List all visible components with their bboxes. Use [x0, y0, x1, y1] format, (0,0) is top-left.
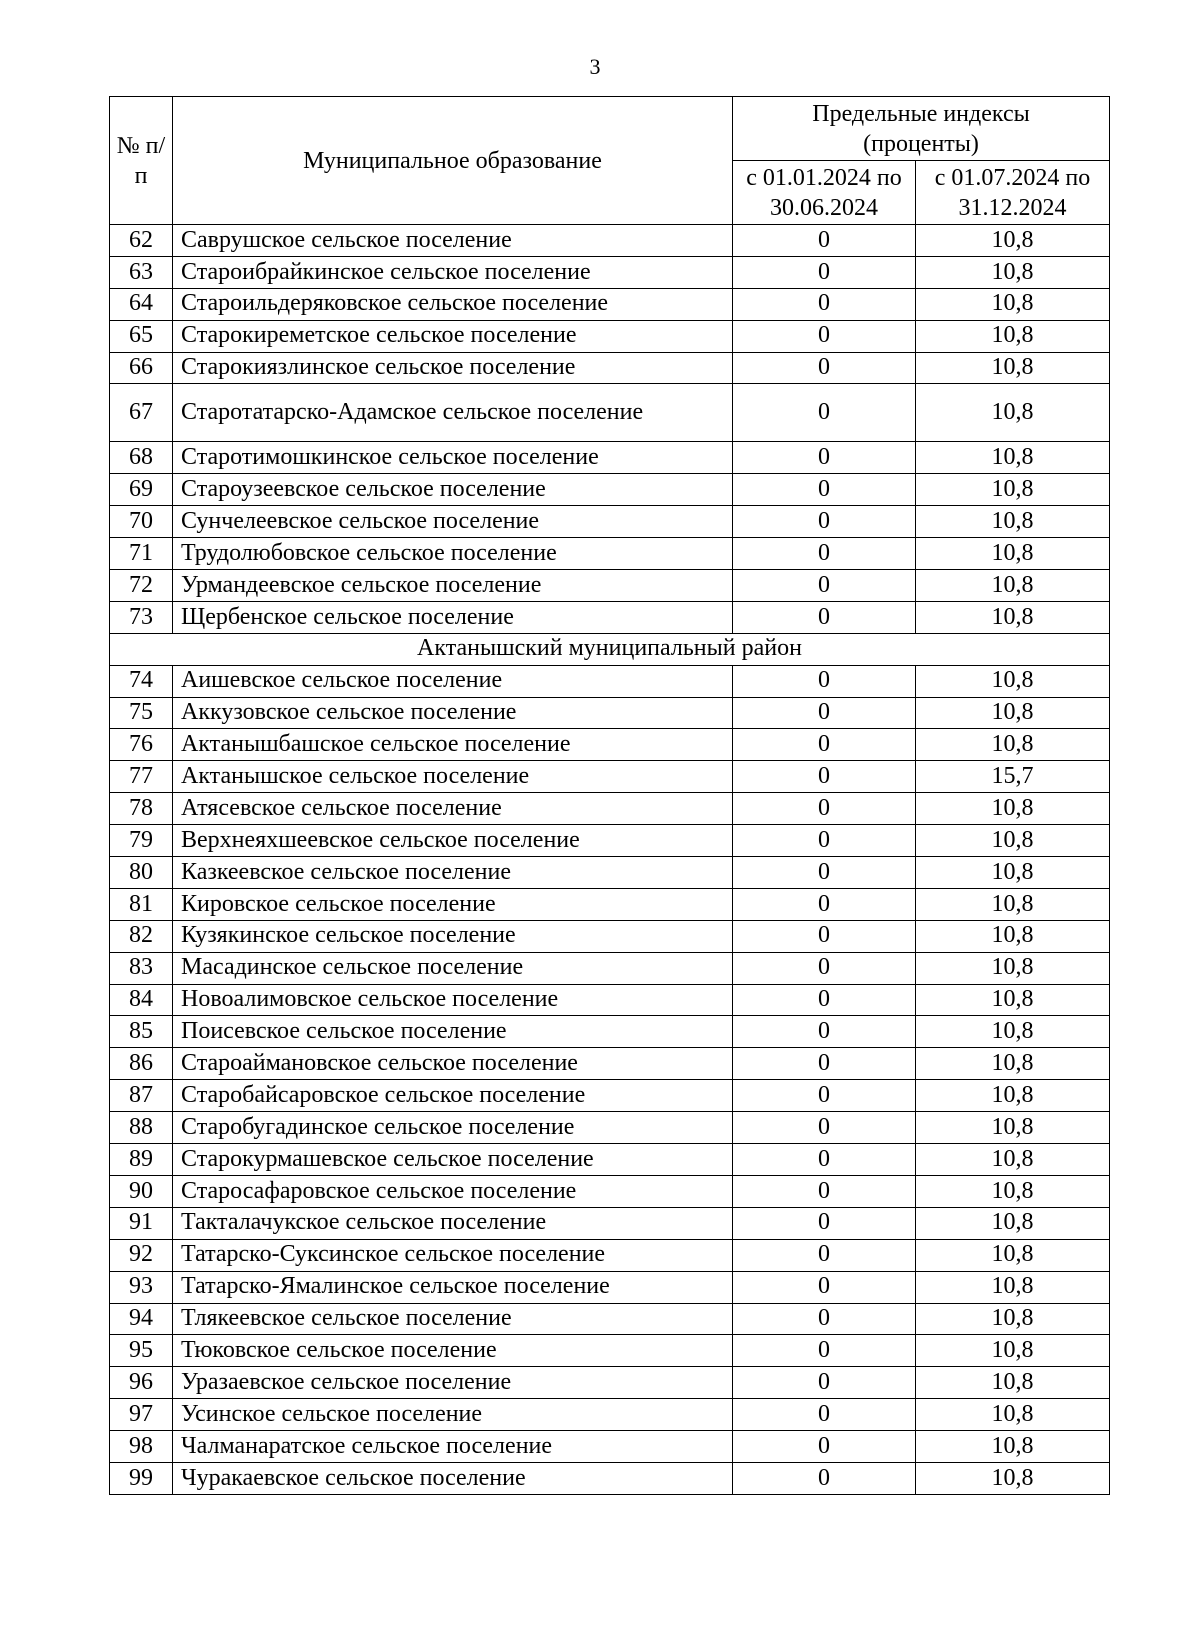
index-period-1: 0 — [733, 1175, 916, 1207]
header-municipality: Муниципальное образование — [173, 97, 733, 225]
table-row — [110, 761, 1110, 793]
row-number: 95 — [110, 1335, 173, 1367]
table-row — [110, 1303, 1110, 1335]
municipality-name: Чалманаратское сельское поселение — [173, 1431, 733, 1463]
index-period-1: 0 — [733, 256, 916, 288]
header-period-1: с 01.01.2024 по 30.06.2024 — [733, 161, 916, 225]
municipality-name: Татарско-Ямалинское сельское поселение — [173, 1271, 733, 1303]
index-period-1: 0 — [733, 1367, 916, 1399]
table-row — [110, 665, 1110, 697]
table-row — [110, 857, 1110, 889]
row-number: 83 — [110, 952, 173, 984]
row-number: 63 — [110, 256, 173, 288]
index-period-2: 10,8 — [916, 1239, 1110, 1271]
table-row — [110, 1207, 1110, 1239]
row-number: 80 — [110, 857, 173, 889]
municipality-name: Старокиреметское сельское поселение — [173, 320, 733, 352]
table-row — [110, 825, 1110, 857]
table-row — [110, 697, 1110, 729]
table-row — [110, 1367, 1110, 1399]
index-period-1: 0 — [733, 1048, 916, 1080]
index-period-2: 10,8 — [916, 665, 1110, 697]
row-number: 71 — [110, 538, 173, 570]
index-period-2: 10,8 — [916, 920, 1110, 952]
index-period-2: 10,8 — [916, 442, 1110, 474]
index-period-1: 0 — [733, 1462, 916, 1494]
table-row — [110, 1271, 1110, 1303]
index-period-2: 10,8 — [916, 570, 1110, 602]
row-number: 98 — [110, 1431, 173, 1463]
index-period-2: 10,8 — [916, 506, 1110, 538]
municipality-name: Старотимошкинское сельское поселение — [173, 442, 733, 474]
municipality-name: Старокурмашевское сельское поселение — [173, 1144, 733, 1176]
index-period-1: 0 — [733, 1271, 916, 1303]
index-period-1: 0 — [733, 538, 916, 570]
index-period-2: 10,8 — [916, 729, 1110, 761]
table-row — [110, 570, 1110, 602]
municipality-name: Старотатарско-Адамское сельское поселение — [173, 384, 733, 442]
table-row — [110, 1112, 1110, 1144]
index-period-1: 0 — [733, 761, 916, 793]
municipality-name: Староильдеряковское сельское поселение — [173, 288, 733, 320]
row-number: 65 — [110, 320, 173, 352]
index-period-2: 10,8 — [916, 1048, 1110, 1080]
table-row — [110, 442, 1110, 474]
municipality-name: Старобугадинское сельское поселение — [173, 1112, 733, 1144]
table-row — [110, 288, 1110, 320]
index-period-1: 0 — [733, 729, 916, 761]
index-period-2: 15,7 — [916, 761, 1110, 793]
index-period-2: 10,8 — [916, 1335, 1110, 1367]
index-period-2: 10,8 — [916, 1431, 1110, 1463]
table-row — [110, 1335, 1110, 1367]
table-row — [110, 352, 1110, 384]
index-period-2: 10,8 — [916, 256, 1110, 288]
index-period-1: 0 — [733, 1144, 916, 1176]
index-period-2: 10,8 — [916, 952, 1110, 984]
table-header — [110, 97, 1110, 225]
index-period-1: 0 — [733, 1335, 916, 1367]
municipality-name: Тлякеевское сельское поселение — [173, 1303, 733, 1335]
municipality-name: Старосафаровское сельское поселение — [173, 1175, 733, 1207]
table-row — [110, 256, 1110, 288]
index-period-2: 10,8 — [916, 1112, 1110, 1144]
municipality-name: Староибрайкинское сельское поселение — [173, 256, 733, 288]
index-period-2: 10,8 — [916, 352, 1110, 384]
row-number: 72 — [110, 570, 173, 602]
municipality-name: Урмандеевское сельское поселение — [173, 570, 733, 602]
index-period-1: 0 — [733, 1080, 916, 1112]
row-number: 70 — [110, 506, 173, 538]
row-number: 79 — [110, 825, 173, 857]
index-period-2: 10,8 — [916, 1016, 1110, 1048]
table-row — [110, 952, 1110, 984]
table-row — [110, 1431, 1110, 1463]
index-period-1: 0 — [733, 601, 916, 633]
index-period-2: 10,8 — [916, 793, 1110, 825]
row-number: 74 — [110, 665, 173, 697]
row-number: 87 — [110, 1080, 173, 1112]
municipality-name: Староузеевское сельское поселение — [173, 474, 733, 506]
municipality-name: Старобайсаровское сельское поселение — [173, 1080, 733, 1112]
row-number: 99 — [110, 1462, 173, 1494]
row-number: 94 — [110, 1303, 173, 1335]
index-period-1: 0 — [733, 888, 916, 920]
index-period-1: 0 — [733, 1239, 916, 1271]
index-period-2: 10,8 — [916, 474, 1110, 506]
table-row — [110, 320, 1110, 352]
row-number: 69 — [110, 474, 173, 506]
municipality-name: Усинское сельское поселение — [173, 1399, 733, 1431]
page-number: 3 — [589, 54, 601, 79]
table-row — [110, 1016, 1110, 1048]
index-period-2: 10,8 — [916, 1271, 1110, 1303]
table-row — [110, 1399, 1110, 1431]
index-period-2: 10,8 — [916, 601, 1110, 633]
table-row — [110, 1462, 1110, 1494]
row-number: 64 — [110, 288, 173, 320]
municipality-name: Чуракаевское сельское поселение — [173, 1462, 733, 1494]
municipality-name: Актанышбашское сельское поселение — [173, 729, 733, 761]
index-period-1: 0 — [733, 857, 916, 889]
municipality-name: Трудолюбовское сельское поселение — [173, 538, 733, 570]
row-number: 89 — [110, 1144, 173, 1176]
table-row — [110, 729, 1110, 761]
index-period-2: 10,8 — [916, 697, 1110, 729]
index-period-1: 0 — [733, 825, 916, 857]
index-period-2: 10,8 — [916, 984, 1110, 1016]
index-period-1: 0 — [733, 225, 916, 257]
row-number: 75 — [110, 697, 173, 729]
section-title: Актанышский муниципальный район — [110, 633, 1110, 665]
municipality-name: Кировское сельское поселение — [173, 888, 733, 920]
table-row — [110, 1175, 1110, 1207]
index-period-2: 10,8 — [916, 1144, 1110, 1176]
index-period-1: 0 — [733, 474, 916, 506]
row-number: 62 — [110, 225, 173, 257]
index-period-1: 0 — [733, 320, 916, 352]
municipality-name: Поисевское сельское поселение — [173, 1016, 733, 1048]
table-row — [110, 793, 1110, 825]
municipality-name: Саврушское сельское поселение — [173, 225, 733, 257]
row-number: 96 — [110, 1367, 173, 1399]
table-row — [110, 920, 1110, 952]
index-period-2: 10,8 — [916, 1462, 1110, 1494]
table-row — [110, 538, 1110, 570]
index-period-1: 0 — [733, 793, 916, 825]
municipality-name: Актанышское сельское поселение — [173, 761, 733, 793]
index-period-2: 10,8 — [916, 1303, 1110, 1335]
index-period-2: 10,8 — [916, 888, 1110, 920]
table-row — [110, 1144, 1110, 1176]
table-row — [110, 888, 1110, 920]
section-row — [110, 633, 1110, 665]
index-period-1: 0 — [733, 1112, 916, 1144]
index-period-1: 0 — [733, 984, 916, 1016]
row-number: 91 — [110, 1207, 173, 1239]
row-number: 66 — [110, 352, 173, 384]
table-row — [110, 1080, 1110, 1112]
table-body — [110, 225, 1110, 1495]
municipality-name: Уразаевское сельское поселение — [173, 1367, 733, 1399]
municipality-name: Аккузовское сельское поселение — [173, 697, 733, 729]
row-number: 93 — [110, 1271, 173, 1303]
municipality-name: Старокиязлинское сельское поселение — [173, 352, 733, 384]
row-number: 73 — [110, 601, 173, 633]
table-row — [110, 1048, 1110, 1080]
table-row — [110, 225, 1110, 257]
municipality-name: Атясевское сельское поселение — [173, 793, 733, 825]
row-number: 67 — [110, 384, 173, 442]
index-period-1: 0 — [733, 570, 916, 602]
index-period-1: 0 — [733, 1303, 916, 1335]
index-period-1: 0 — [733, 506, 916, 538]
row-number: 77 — [110, 761, 173, 793]
header-period-2: с 01.07.2024 по 31.12.2024 — [916, 161, 1110, 225]
index-period-2: 10,8 — [916, 1080, 1110, 1112]
municipality-name: Такталачукское сельское поселение — [173, 1207, 733, 1239]
municipality-name: Щербенское сельское поселение — [173, 601, 733, 633]
row-number: 85 — [110, 1016, 173, 1048]
row-number: 68 — [110, 442, 173, 474]
index-period-2: 10,8 — [916, 825, 1110, 857]
municipality-name: Новоалимовское сельское поселение — [173, 984, 733, 1016]
index-period-1: 0 — [733, 288, 916, 320]
row-number: 97 — [110, 1399, 173, 1431]
index-period-2: 10,8 — [916, 384, 1110, 442]
index-period-2: 10,8 — [916, 857, 1110, 889]
row-number: 90 — [110, 1175, 173, 1207]
indices-table — [109, 96, 1110, 1495]
table-row — [110, 1239, 1110, 1271]
municipality-name: Аишевское сельское поселение — [173, 665, 733, 697]
index-period-2: 10,8 — [916, 1399, 1110, 1431]
index-period-1: 0 — [733, 352, 916, 384]
table-row — [110, 384, 1110, 442]
index-period-2: 10,8 — [916, 288, 1110, 320]
index-period-1: 0 — [733, 384, 916, 442]
municipality-name: Верхнеяхшеевское сельское поселение — [173, 825, 733, 857]
municipality-name: Казкеевское сельское поселение — [173, 857, 733, 889]
municipality-name: Кузякинское сельское поселение — [173, 920, 733, 952]
index-period-2: 10,8 — [916, 320, 1110, 352]
index-period-1: 0 — [733, 665, 916, 697]
index-period-1: 0 — [733, 952, 916, 984]
row-number: 76 — [110, 729, 173, 761]
header-indices: Предельные индексы (проценты) — [733, 97, 1110, 161]
municipality-name: Староаймановское сельское поселение — [173, 1048, 733, 1080]
index-period-2: 10,8 — [916, 538, 1110, 570]
table-row — [110, 984, 1110, 1016]
row-number: 78 — [110, 793, 173, 825]
index-period-2: 10,8 — [916, 1175, 1110, 1207]
table-row — [110, 474, 1110, 506]
municipality-name: Масадинское сельское поселение — [173, 952, 733, 984]
row-number: 92 — [110, 1239, 173, 1271]
index-period-1: 0 — [733, 920, 916, 952]
municipality-name: Сунчелеевское сельское поселение — [173, 506, 733, 538]
index-period-2: 10,8 — [916, 1367, 1110, 1399]
index-period-1: 0 — [733, 1207, 916, 1239]
index-period-2: 10,8 — [916, 225, 1110, 257]
table-row — [110, 601, 1110, 633]
index-period-2: 10,8 — [916, 1207, 1110, 1239]
row-number: 81 — [110, 888, 173, 920]
table-row — [110, 506, 1110, 538]
index-period-1: 0 — [733, 442, 916, 474]
header-num: № п/п — [110, 97, 173, 225]
index-period-1: 0 — [733, 697, 916, 729]
index-period-1: 0 — [733, 1399, 916, 1431]
municipality-name: Тюковское сельское поселение — [173, 1335, 733, 1367]
index-period-1: 0 — [733, 1431, 916, 1463]
row-number: 82 — [110, 920, 173, 952]
municipality-name: Татарско-Суксинское сельское поселение — [173, 1239, 733, 1271]
row-number: 88 — [110, 1112, 173, 1144]
index-period-1: 0 — [733, 1016, 916, 1048]
row-number: 84 — [110, 984, 173, 1016]
row-number: 86 — [110, 1048, 173, 1080]
